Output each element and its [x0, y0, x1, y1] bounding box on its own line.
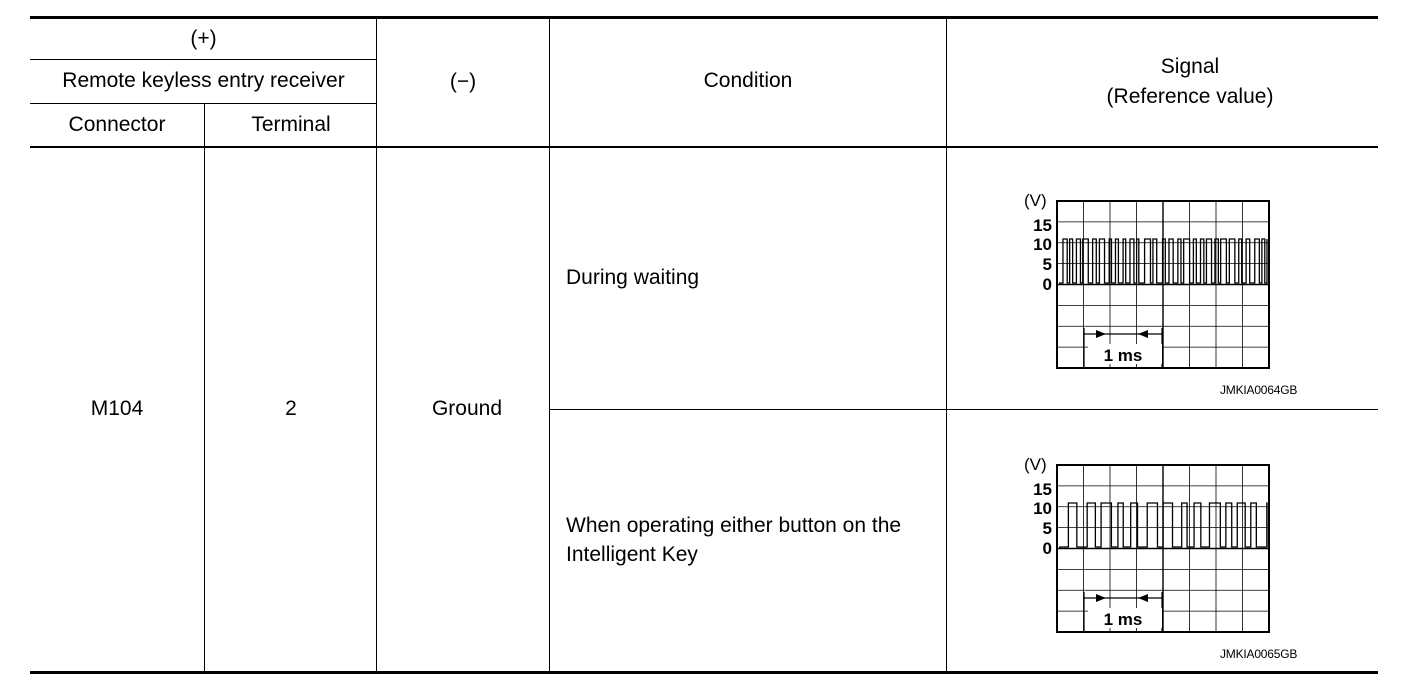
condition-waiting: During waiting [566, 266, 700, 289]
scope-tick-5: 5 [1042, 519, 1052, 538]
header-connector: Connector [68, 113, 166, 136]
header-signal: Signal [1160, 55, 1220, 78]
table-bottom-border [30, 671, 1378, 674]
header-terminal: Terminal [251, 113, 331, 136]
col-divider-condition [549, 18, 550, 672]
condition-row-divider [550, 409, 1378, 410]
terminal-value: 2 [285, 397, 297, 420]
condition-operating-line2: Intelligent Key [566, 543, 698, 566]
header-bottom-border [30, 146, 1378, 148]
figure-code-2: JMKIA0065GB [1220, 647, 1298, 661]
oscilloscope-waiting-svg [1016, 188, 1316, 378]
table-top-border [30, 16, 1378, 19]
scope-time-label: 1 ms [1103, 610, 1143, 629]
header-minus: (−) [449, 70, 477, 93]
header-signal-reference: (Reference value) [1106, 85, 1274, 108]
scope-tick-10: 10 [1033, 235, 1052, 254]
oscilloscope-operating [1016, 452, 1316, 642]
scope-unit-label: (V) [1024, 191, 1047, 210]
header-plus: (+) [190, 27, 217, 50]
scope-tick-0: 0 [1042, 275, 1052, 294]
scope-tick-5: 5 [1042, 255, 1052, 274]
scope-waveform [1059, 503, 1267, 547]
oscilloscope-waiting [1016, 188, 1316, 378]
minus-value: Ground [431, 397, 503, 420]
scope-time-label: 1 ms [1103, 346, 1143, 365]
scope-tick-10: 10 [1033, 499, 1052, 518]
scope-tick-15: 15 [1033, 480, 1052, 499]
scope-tick-0: 0 [1042, 539, 1052, 558]
plus-subheader-rule [30, 59, 377, 60]
scope-grid [1057, 201, 1269, 368]
condition-operating: When operating either button on the [566, 514, 902, 537]
scope-grid [1057, 465, 1269, 632]
header-receiver: Remote keyless entry receiver [62, 69, 345, 92]
scope-tick-15: 15 [1033, 216, 1052, 235]
connector-value: M104 [90, 397, 144, 420]
scope-unit-label: (V) [1024, 455, 1047, 474]
col-divider-signal [946, 18, 947, 672]
oscilloscope-operating-svg [1016, 452, 1316, 642]
header-condition: Condition [703, 69, 793, 92]
figure-code-1: JMKIA0064GB [1220, 383, 1298, 397]
col-divider-terminal [204, 103, 205, 672]
scope-waveform [1059, 239, 1267, 283]
